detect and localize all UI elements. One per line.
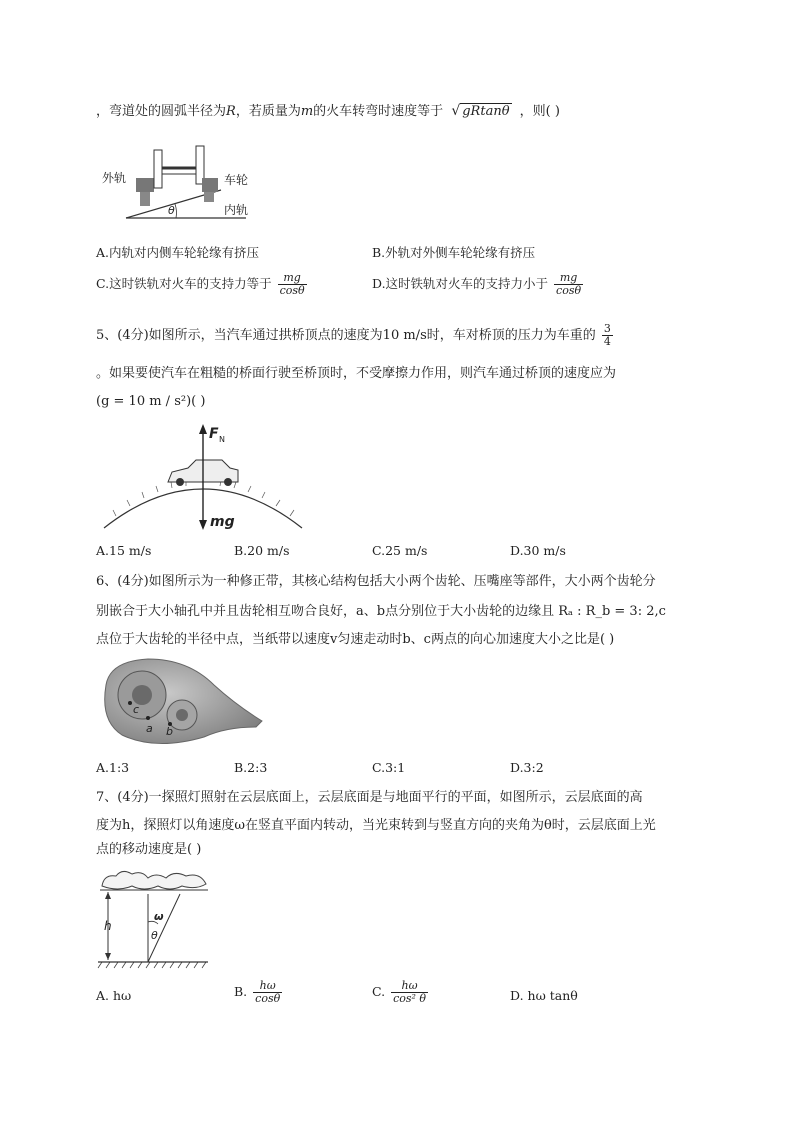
outer-rail-base [140, 192, 150, 206]
fraction [278, 272, 307, 297]
option-prefix: B. [234, 984, 248, 999]
q7-line1: 7、(4分)一探照灯照射在云层底面上，云层底面是与地面平行的平面，如图所示，云层底面的高 [96, 790, 643, 805]
fraction-denominator: cosθ [279, 284, 305, 297]
q6-line2: 别嵌合于大小轴孔中并且齿轮相互吻合良好，a、b点分别位于大小齿轮的边缘且 Rₐ : R_b = 3: 2,c [96, 604, 666, 619]
q5-line2: 。如果要使汽车在粗糙的桥面行驶至桥顶时，不受摩擦力作用，则汽车通过桥顶的速度应为 [96, 366, 617, 381]
q6-line1: 6、(4分)如图所示为一种修正带，其核心结构包括大小两个齿轮、压嘴座等部件，大小两个齿轮分 [96, 574, 656, 589]
q7-option-a[interactable]: A. hω [96, 988, 132, 1003]
small-gear-hub [176, 709, 188, 721]
q4-var-m: m [300, 104, 314, 119]
car-wheel [176, 478, 184, 486]
fraction-denominator: cosθ [556, 284, 582, 297]
q5-option-d[interactable]: D.30 m/s [510, 543, 566, 558]
q6-line3: 点位于大齿轮的半径中点，当纸带以速度v匀速走动时b、c两点的向心加速度大小之比是( ) [96, 632, 615, 647]
label-mg: mg [210, 514, 235, 530]
label-h: h [104, 919, 112, 933]
inner-rail-block [202, 178, 218, 192]
ground-hatch [98, 962, 206, 968]
label-theta: θ [168, 204, 175, 217]
q4-option-c-text: C.这时铁轨对火车的支持力等于 [96, 276, 272, 291]
arrow-head [199, 520, 207, 530]
q5-option-a[interactable]: A.15 m/s [96, 543, 152, 558]
label-b: b [166, 725, 173, 738]
fraction-numerator: mg [283, 271, 301, 284]
q6-option-b[interactable]: B.2:3 [234, 760, 268, 775]
q4-stem-part: 的火车转弯时速度等于 [313, 104, 444, 119]
cloud-layer [102, 871, 206, 889]
q7-line3: 点的移动速度是( ) [96, 842, 202, 857]
fraction [554, 272, 583, 297]
q7-line2: 度为h，探照灯以角速度ω在竖直平面内转动，当光束转到与竖直方向的夹角为θ时，云层底面上光 [96, 818, 656, 833]
q5-bridge-figure [96, 420, 316, 532]
label-inner-rail: 内轨 [224, 203, 249, 217]
fraction-numerator: mg [559, 271, 578, 284]
q6-option-a[interactable]: A.1:3 [96, 760, 130, 775]
arrow-head [105, 892, 111, 899]
q4-option-d[interactable] [372, 272, 585, 297]
fraction [253, 980, 282, 1005]
q5-option-c[interactable]: C.25 m/s [372, 543, 428, 558]
option-prefix: C. [372, 984, 386, 999]
q5-line1 [96, 323, 615, 348]
arrow-head [199, 424, 207, 434]
arrow-head [105, 953, 111, 960]
q5-line3: (g = 10 m / s²)( ) [96, 394, 206, 409]
q4-stem-part: ，弯道处的圆弧半径为 [96, 104, 227, 119]
q6-option-d[interactable]: D.3:2 [510, 760, 544, 775]
fraction-denominator: 4 [603, 335, 611, 348]
left-wheel [154, 150, 162, 188]
label-c: c [133, 703, 140, 716]
car-wheel [224, 478, 232, 486]
q4-stem-part: ，则( ) [519, 104, 560, 119]
fraction-denominator: cos² θ [393, 992, 427, 1005]
label-fn: F [209, 426, 219, 442]
q5-option-b[interactable]: B.20 m/s [234, 543, 290, 558]
q4-option-c[interactable] [96, 272, 309, 297]
q4-stem-part: ，若质量为 [235, 104, 301, 119]
inner-rail-base [204, 192, 214, 202]
label-fn-sub: N [219, 435, 225, 444]
label-omega: ω [154, 910, 164, 923]
point-a [146, 716, 150, 720]
q5-fraction [602, 323, 613, 348]
fraction-numerator: hω [259, 979, 276, 992]
fraction-numerator: 3 [603, 322, 611, 335]
label-wheel: 车轮 [224, 173, 249, 187]
q7-option-b[interactable] [234, 980, 284, 1005]
fraction-denominator: cosθ [255, 992, 281, 1005]
sqrt-radicand: gRtanθ [462, 104, 510, 119]
q6-correction-tape-figure [96, 655, 266, 749]
angle-arc [175, 204, 176, 218]
q7-option-d[interactable]: D. hω tanθ [510, 988, 578, 1003]
fraction [391, 980, 428, 1005]
q4-var-R: R [226, 104, 236, 119]
q6-option-c[interactable]: C.3:1 [372, 760, 406, 775]
fraction-numerator: hω [401, 979, 418, 992]
label-a: a [146, 722, 153, 735]
label-outer-rail: 外轨 [102, 171, 127, 185]
sqrt-expression: √ gRtanθ [451, 103, 510, 119]
q4-stem [96, 100, 560, 119]
q5-line1-text: 5、(4分)如图所示，当汽车通过拱桥顶点的速度为10 m/s时，车对桥顶的压力为车重的 [96, 328, 596, 343]
light-beam [148, 894, 180, 962]
q4-option-a[interactable]: A.内轨对内侧车轮轮缘有挤压 [96, 245, 260, 260]
label-theta: θ [151, 929, 158, 942]
q4-option-b[interactable]: B.外轨对外侧车轮轮缘有挤压 [372, 245, 536, 260]
q4-option-d-text: D.这时铁轨对火车的支持力小于 [372, 276, 549, 291]
q7-searchlight-figure [96, 864, 212, 970]
large-gear-hub [132, 685, 152, 705]
q4-rail-figure [96, 140, 266, 230]
q7-option-c[interactable] [372, 980, 430, 1005]
point-c [128, 701, 132, 705]
outer-rail-block [136, 178, 154, 192]
